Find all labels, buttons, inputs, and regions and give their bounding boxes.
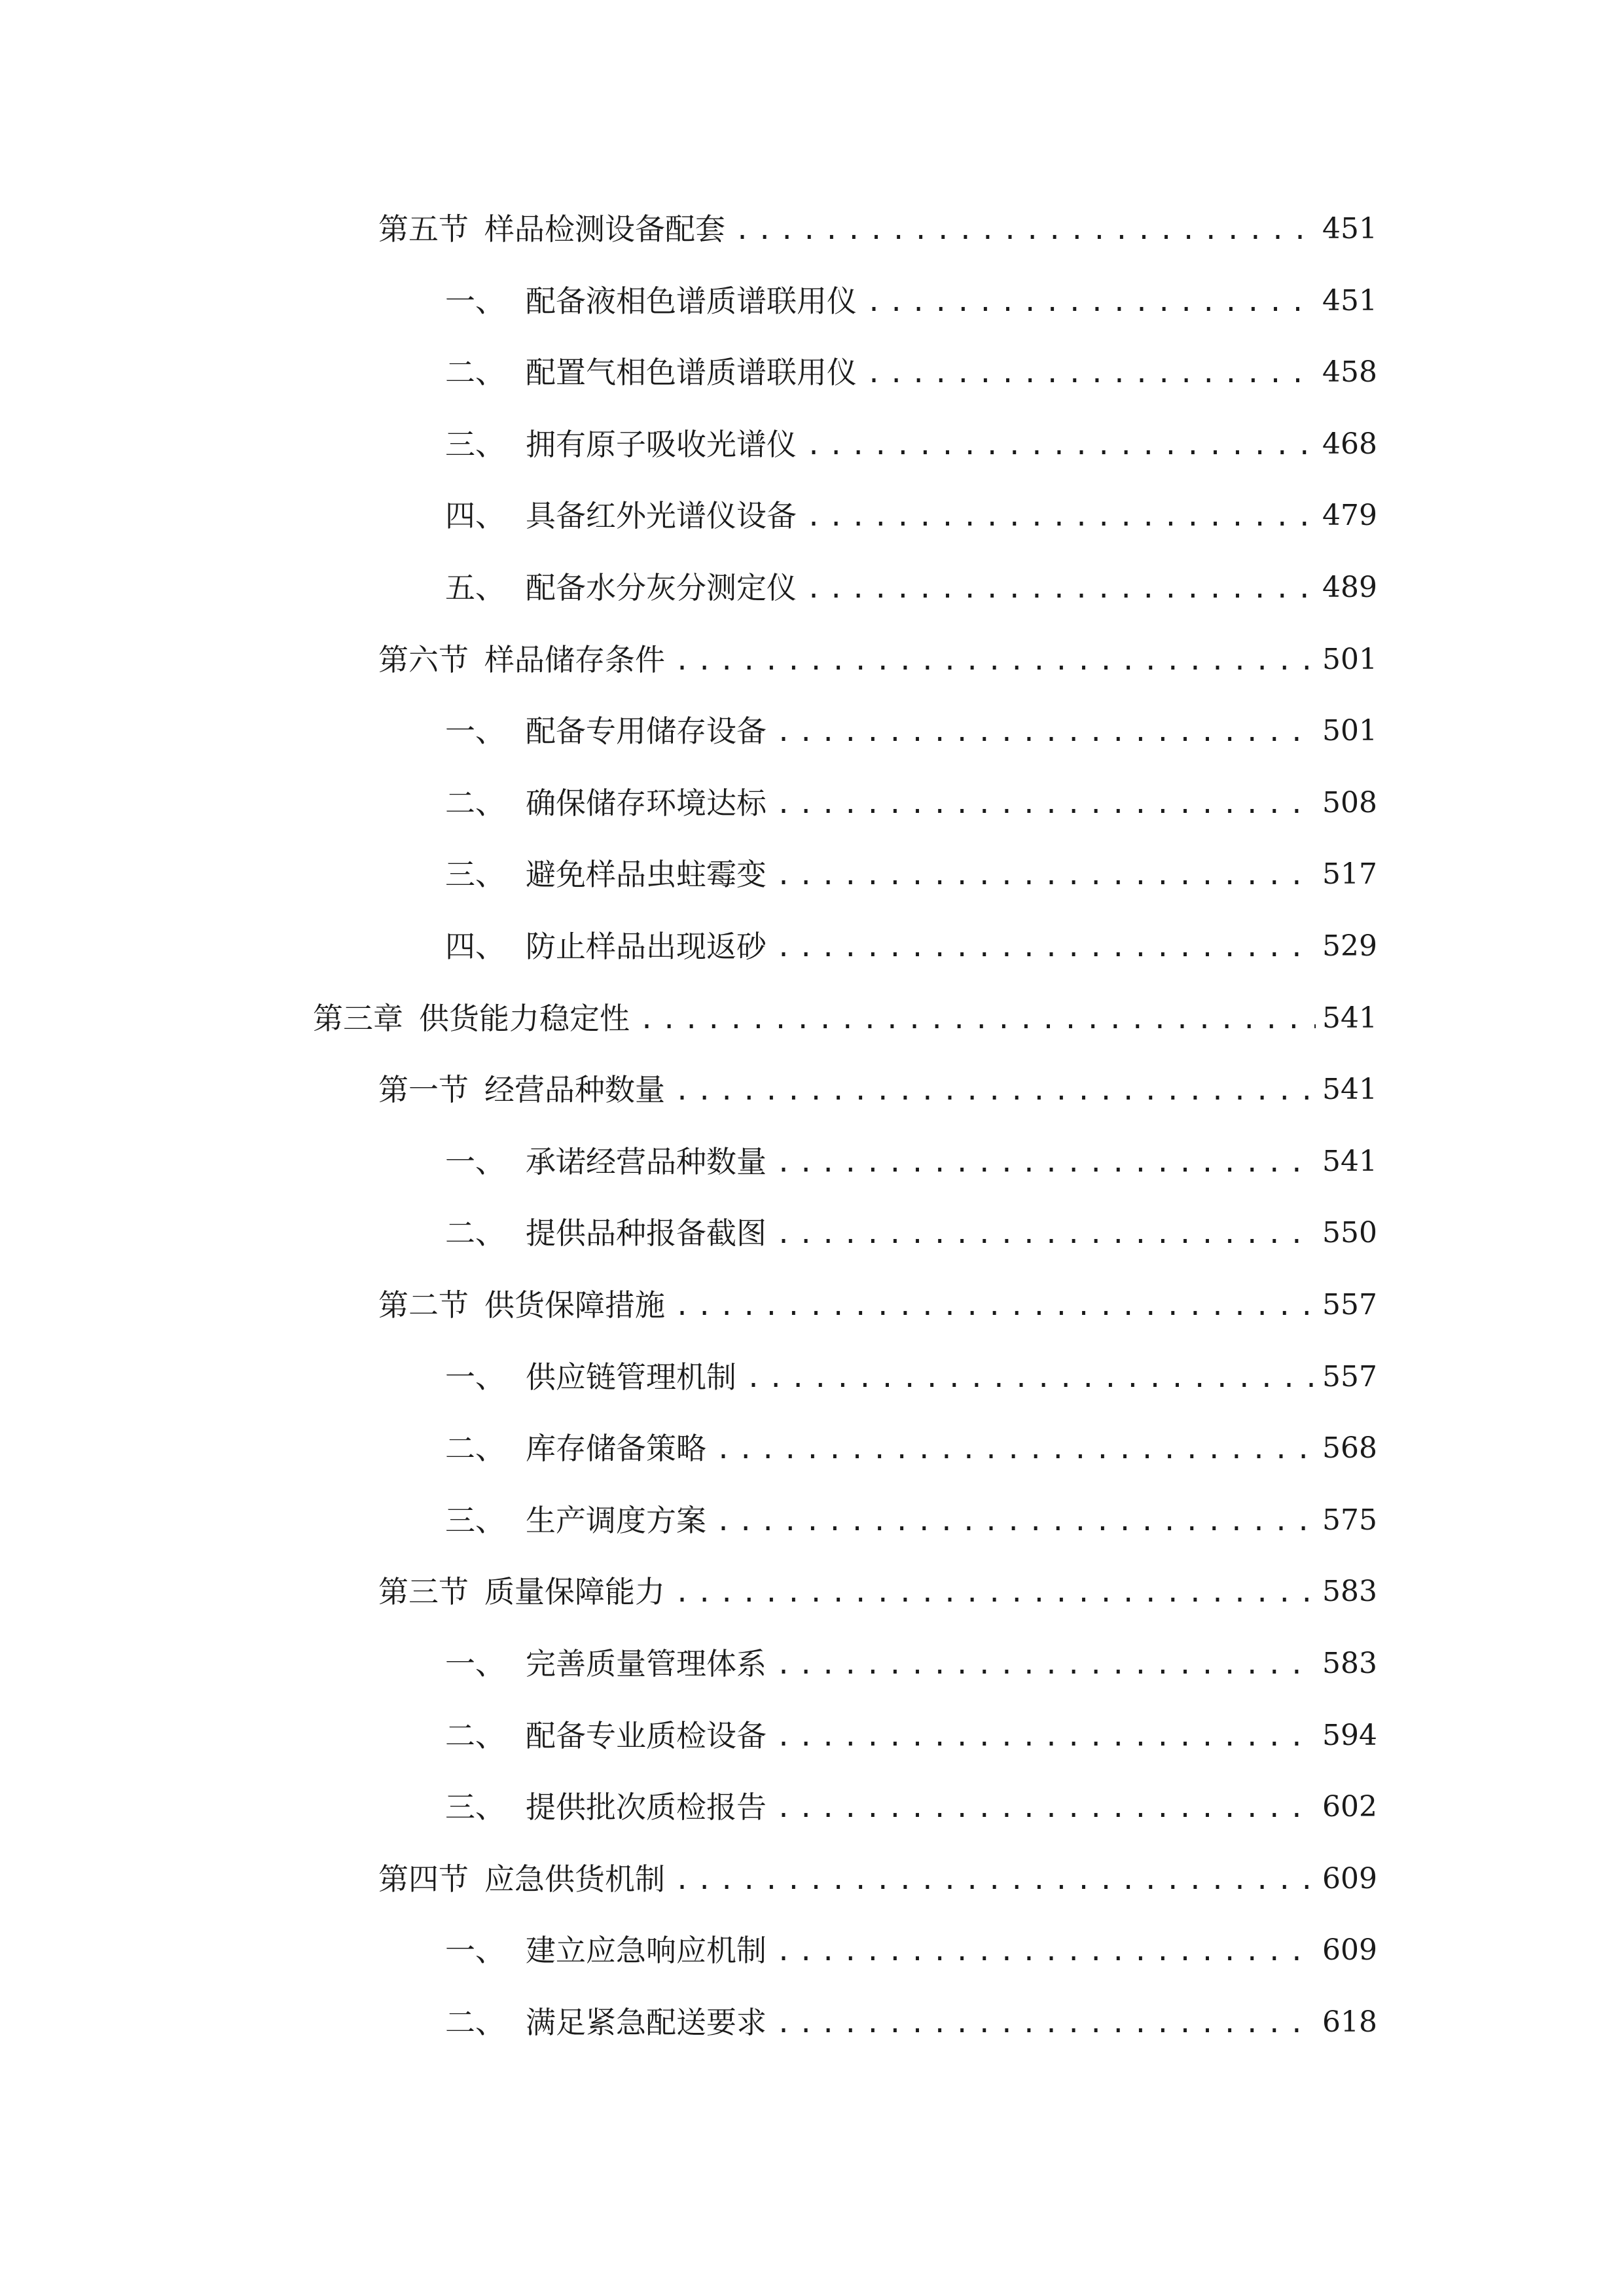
toc-entry-page-number: 609 (1322, 1933, 1377, 1967)
toc-entry-number: 三、 (445, 1503, 505, 1538)
toc-entry-number: 二、 (445, 1431, 505, 1466)
toc-dot-leader (776, 1221, 1316, 1259)
toc-dot-leader (806, 576, 1316, 614)
toc-dot-leader (776, 1939, 1316, 1977)
toc-entry-title: 具备红外光谱仪设备 (526, 498, 797, 533)
toc-entry-page-number: 451 (1322, 284, 1377, 317)
toc-dot-leader (806, 504, 1316, 542)
toc-entry-title: 样品储存条件 (484, 642, 665, 677)
toc-entry[interactable] (445, 1136, 1377, 1188)
toc-entry[interactable] (378, 203, 1377, 255)
toc-dot-leader (806, 433, 1316, 471)
toc-entry-page-number: 541 (1322, 1073, 1377, 1106)
toc-entry-title: 提供品种报备截图 (526, 1215, 767, 1251)
toc-entry[interactable] (445, 920, 1377, 973)
toc-entry-number: 一、 (445, 283, 505, 319)
toc-entry[interactable] (378, 634, 1377, 686)
toc-entry-title: 防止样品出现返砂 (526, 929, 767, 964)
toc-dot-leader (674, 1867, 1316, 1905)
toc-entry[interactable] (445, 418, 1377, 471)
toc-entry-title: 提供批次质检报告 (526, 1789, 767, 1825)
toc-entry-number: 三、 (445, 1789, 505, 1825)
toc-entry[interactable] (378, 1064, 1377, 1116)
toc-entry[interactable] (378, 1566, 1377, 1618)
toc-entry-page-number: 609 (1322, 1862, 1377, 1895)
toc-entry-page-number: 557 (1322, 1360, 1377, 1393)
toc-entry-page-number: 557 (1322, 1288, 1377, 1321)
toc-entry-number: 五、 (445, 570, 505, 605)
toc-entry-page-number: 451 (1322, 212, 1377, 245)
toc-entry-page-number: 501 (1322, 643, 1377, 676)
toc-entry-title: 配备专业质检设备 (526, 1718, 767, 1753)
toc-dot-leader (866, 289, 1316, 327)
toc-dot-leader (639, 1007, 1316, 1045)
toc-entry[interactable] (445, 1207, 1377, 1259)
toc-entry-page-number: 575 (1322, 1503, 1377, 1537)
toc-dot-leader (715, 1509, 1316, 1547)
toc-dot-leader (776, 1652, 1316, 1690)
toc-entry[interactable] (313, 992, 1377, 1045)
toc-entry-title: 配备液相色谱质谱联用仪 (526, 283, 857, 319)
toc-entry[interactable] (445, 275, 1377, 327)
toc-entry-page-number: 618 (1322, 2005, 1377, 2039)
toc-entry-title: 质量保障能力 (484, 1574, 665, 1609)
toc-dot-leader (776, 1724, 1316, 1762)
toc-dot-leader (674, 1580, 1316, 1618)
toc-entry-number: 四、 (445, 929, 505, 964)
toc-entry-page-number: 550 (1322, 1216, 1377, 1249)
toc-entry-page-number: 541 (1322, 1145, 1377, 1178)
toc-entry-title: 经营品种数量 (484, 1072, 665, 1107)
toc-entry-title: 完善质量管理体系 (526, 1646, 767, 1681)
toc-dot-leader (776, 863, 1316, 901)
toc-entry[interactable] (445, 1710, 1377, 1762)
toc-entry[interactable] (378, 1853, 1377, 1905)
toc-dot-leader (674, 1078, 1316, 1116)
toc-entry-page-number: 489 (1322, 571, 1377, 604)
toc-entry-page-number: 501 (1322, 714, 1377, 747)
toc-entry-number: 第三章 (313, 1001, 403, 1036)
toc-entry-number: 第六节 (378, 642, 469, 677)
toc-entry[interactable] (445, 1422, 1377, 1475)
toc-entry-page-number: 594 (1322, 1719, 1377, 1752)
toc-entry[interactable] (445, 1996, 1377, 2049)
toc-dot-leader (776, 719, 1316, 757)
toc-entry-page-number: 583 (1322, 1647, 1377, 1680)
toc-entry-title: 满足紧急配送要求 (526, 2005, 767, 2040)
toc-entry-number: 第四节 (378, 1861, 469, 1897)
toc-entry-title: 配备水分灰分测定仪 (526, 570, 797, 605)
toc-entry-number: 二、 (445, 355, 505, 390)
toc-entry-page-number: 602 (1322, 1790, 1377, 1823)
toc-dot-leader (776, 1795, 1316, 1833)
toc-entry-title: 应急供货机制 (484, 1861, 665, 1897)
toc-entry[interactable] (445, 1924, 1377, 1977)
toc-entry-number: 第二节 (378, 1287, 469, 1323)
toc-entry-number: 一、 (445, 1359, 505, 1395)
toc-dot-leader (866, 361, 1316, 399)
toc-dot-leader (674, 648, 1316, 686)
toc-entry-title: 配置气相色谱质谱联用仪 (526, 355, 857, 390)
toc-entry-page-number: 529 (1322, 929, 1377, 963)
toc-entry-title: 生产调度方案 (526, 1503, 706, 1538)
toc-entry-number: 二、 (445, 1215, 505, 1251)
toc-entry-number: 二、 (445, 1718, 505, 1753)
toc-entry[interactable] (445, 1781, 1377, 1833)
toc-entry[interactable] (445, 1494, 1377, 1547)
toc-entry-title: 样品检测设备配套 (484, 211, 725, 247)
toc-entry-number: 一、 (445, 1646, 505, 1681)
toc-entry[interactable] (445, 562, 1377, 614)
toc-entry[interactable] (378, 1279, 1377, 1331)
toc-entry-title: 供应链管理机制 (526, 1359, 736, 1395)
toc-dot-leader (776, 935, 1316, 973)
toc-entry-number: 一、 (445, 713, 505, 749)
toc-entry-page-number: 468 (1322, 427, 1377, 461)
toc-entry-page-number: 458 (1322, 355, 1377, 389)
toc-entry-page-number: 479 (1322, 499, 1377, 532)
toc-entry-page-number: 583 (1322, 1575, 1377, 1608)
toc-entry-number: 二、 (445, 2005, 505, 2040)
toc-entry-title: 确保储存环境达标 (526, 785, 767, 821)
toc-entry-title: 拥有原子吸收光谱仪 (526, 427, 797, 462)
toc-entry[interactable] (445, 490, 1377, 542)
toc-entry-number: 四、 (445, 498, 505, 533)
toc-entry-number: 二、 (445, 785, 505, 821)
toc-entry[interactable] (445, 705, 1377, 757)
toc-entry-page-number: 517 (1322, 857, 1377, 891)
toc-entry-title: 供货能力稳定性 (419, 1001, 630, 1036)
toc-entry-number: 三、 (445, 427, 505, 462)
toc-dot-leader (776, 2011, 1316, 2049)
toc-entry-number: 第五节 (378, 211, 469, 247)
toc-entry-page-number: 541 (1322, 1001, 1377, 1035)
toc-entry-title: 承诺经营品种数量 (526, 1144, 767, 1179)
toc-entry-title: 库存储备策略 (526, 1431, 706, 1466)
toc-dot-leader (776, 1150, 1316, 1188)
toc-dot-leader (734, 217, 1316, 255)
toc-entry-title: 配备专用储存设备 (526, 713, 767, 749)
toc-entry-title: 避免样品虫蛀霉变 (526, 857, 767, 892)
toc-entry-title: 供货保障措施 (484, 1287, 665, 1323)
toc-entry-number: 第三节 (378, 1574, 469, 1609)
toc-dot-leader (746, 1365, 1316, 1403)
toc-entry[interactable] (445, 777, 1377, 829)
toc-entry-page-number: 508 (1322, 786, 1377, 819)
toc-entry-number: 一、 (445, 1933, 505, 1968)
toc-entry-page-number: 568 (1322, 1431, 1377, 1465)
toc-entry-number: 三、 (445, 857, 505, 892)
toc-entry-number: 第一节 (378, 1072, 469, 1107)
toc-dot-leader (715, 1437, 1316, 1475)
toc-entry[interactable] (445, 848, 1377, 901)
toc-dot-leader (674, 1293, 1316, 1331)
toc-entry-title: 建立应急响应机制 (526, 1933, 767, 1968)
toc-dot-leader (776, 791, 1316, 829)
toc-entry[interactable] (445, 1638, 1377, 1690)
toc-entry-number: 一、 (445, 1144, 505, 1179)
toc-entry[interactable] (445, 1351, 1377, 1403)
toc-entry[interactable] (445, 346, 1377, 399)
